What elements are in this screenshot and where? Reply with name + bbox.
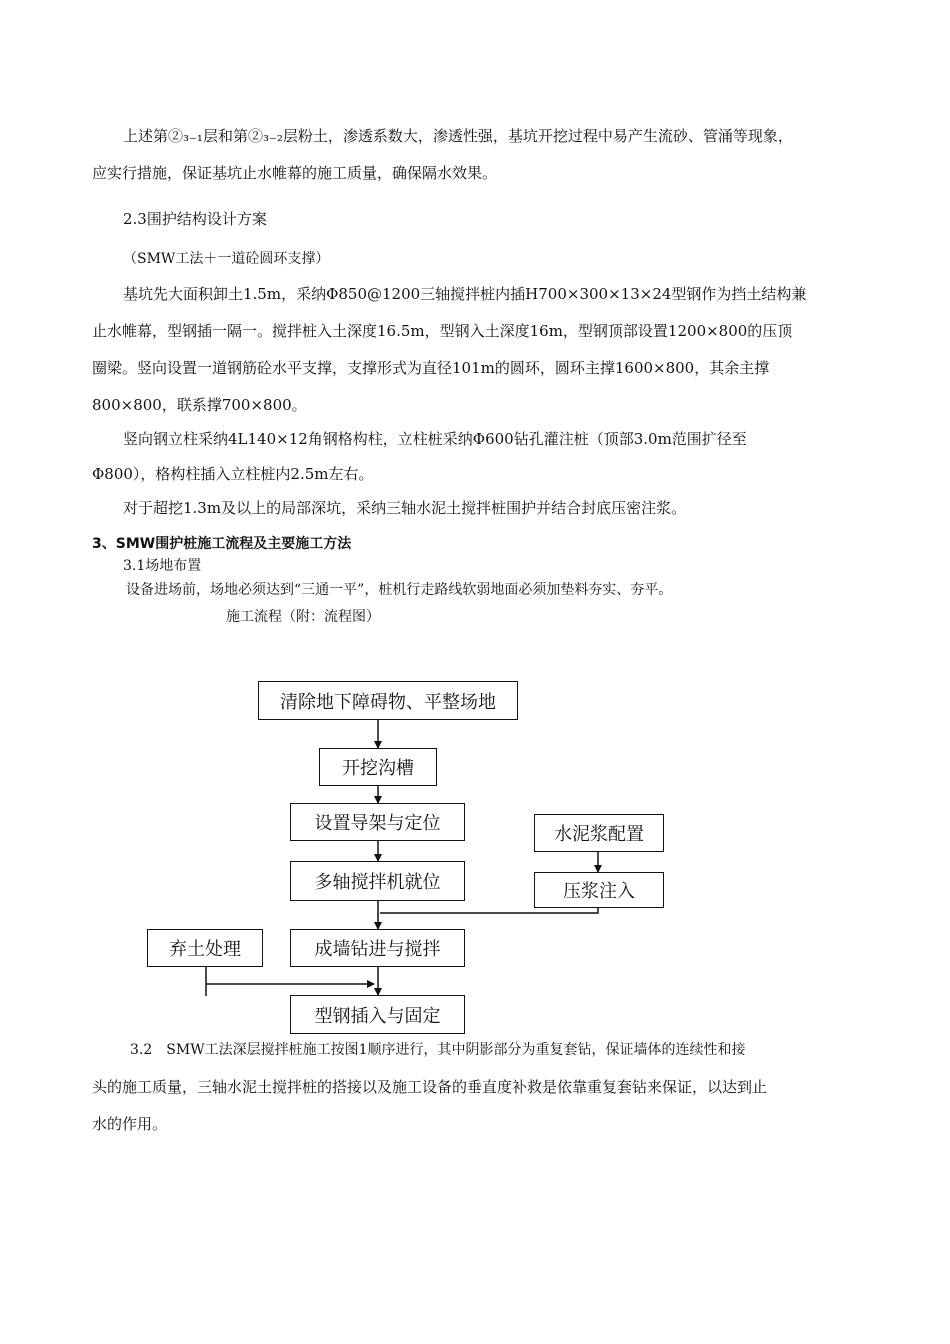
paragraph-line: 3.2 SMW工法深层搅拌桩施工按图1顺序进行，其中阴影部分为重复套钻，保证墙体的连续性和接 — [130, 1042, 746, 1058]
paragraph-line: 应实行措施，保证基坑止水帷幕的施工质量，确保隔水效果。 — [92, 164, 498, 182]
paragraph-line: 基坑先大面积卸土1.5m，采纳Φ850@1200三轴搅拌桩内插H700×300×13×24型钢作为挡土结构兼 — [123, 285, 807, 303]
chapter-heading: 3、SMW围护桩施工流程及主要施工方法 — [92, 536, 352, 552]
paragraph-line: 止水帷幕，型钢插一隔一。搅拌桩入土深度16.5m，型钢入土深度16m，型钢顶部设置1200×800的压顶 — [92, 322, 793, 340]
flow-step-trench: 开挖沟槽 — [319, 748, 437, 786]
section-heading: 2.3围护结构设计方案 — [123, 210, 267, 228]
flowchart-caption: 施工流程（附：流程图） — [226, 609, 380, 625]
flow-side-soil-disposal: 弃土处理 — [147, 929, 263, 967]
flow-side-grout-inject: 压浆注入 — [534, 872, 664, 908]
flow-side-slurry-prep: 水泥浆配置 — [534, 814, 664, 852]
flow-step-insert-steel: 型钢插入与固定 — [290, 995, 465, 1034]
section-heading: 3.1场地布置 — [123, 558, 202, 574]
paragraph-line: Φ800），格构柱插入立柱桩内2.5m左右。 — [92, 465, 374, 483]
flow-step-guide-frame: 设置导架与定位 — [290, 803, 465, 841]
paragraph-line: 设备进场前，场地必须达到“三通一平”，桩机行走路线软弱地面必须加垫料夯实、夯平。 — [126, 582, 673, 598]
paragraph-line: 对于超挖1.3m及以上的局部深坑，采纳三轴水泥土搅拌桩围护并结合封底压密注浆。 — [123, 499, 687, 517]
flow-step-mixer-position: 多轴搅拌机就位 — [290, 861, 465, 901]
paragraph-line: 圈梁。竖向设置一道钢筋砼水平支撑，支撑形式为直径101m的圆环，圆环主撑1600×800，其余主撑 — [92, 359, 770, 377]
paragraph-line: 头的施工质量，三轴水泥土搅拌桩的搭接以及施工设备的垂直度补救是依靠重复套钻来保证，以达到止 — [92, 1078, 768, 1096]
flow-step-clear-site: 清除地下障碍物、平整场地 — [258, 681, 518, 720]
paragraph-line: 上述第②₃₋₁层和第②₃₋₂层粉土，渗透系数大，渗透性强，基坑开挖过程中易产生流砂、管涌等现象， — [123, 127, 793, 145]
flow-step-drill-mix: 成墙钻进与搅拌 — [290, 929, 465, 967]
paragraph-line: 竖向钢立柱采纳4L140×12角钢格构柱，立柱桩采纳Φ600钻孔灌注桩（顶部3.0m范围扩径至 — [123, 430, 747, 448]
paragraph-line: 800×800，联系撑700×800。 — [92, 396, 307, 414]
paragraph-line: 水的作用。 — [92, 1115, 168, 1133]
section-subtitle: （SMW工法＋一道砼圆环支撑） — [123, 251, 330, 267]
connector-grout-merge — [380, 908, 598, 913]
